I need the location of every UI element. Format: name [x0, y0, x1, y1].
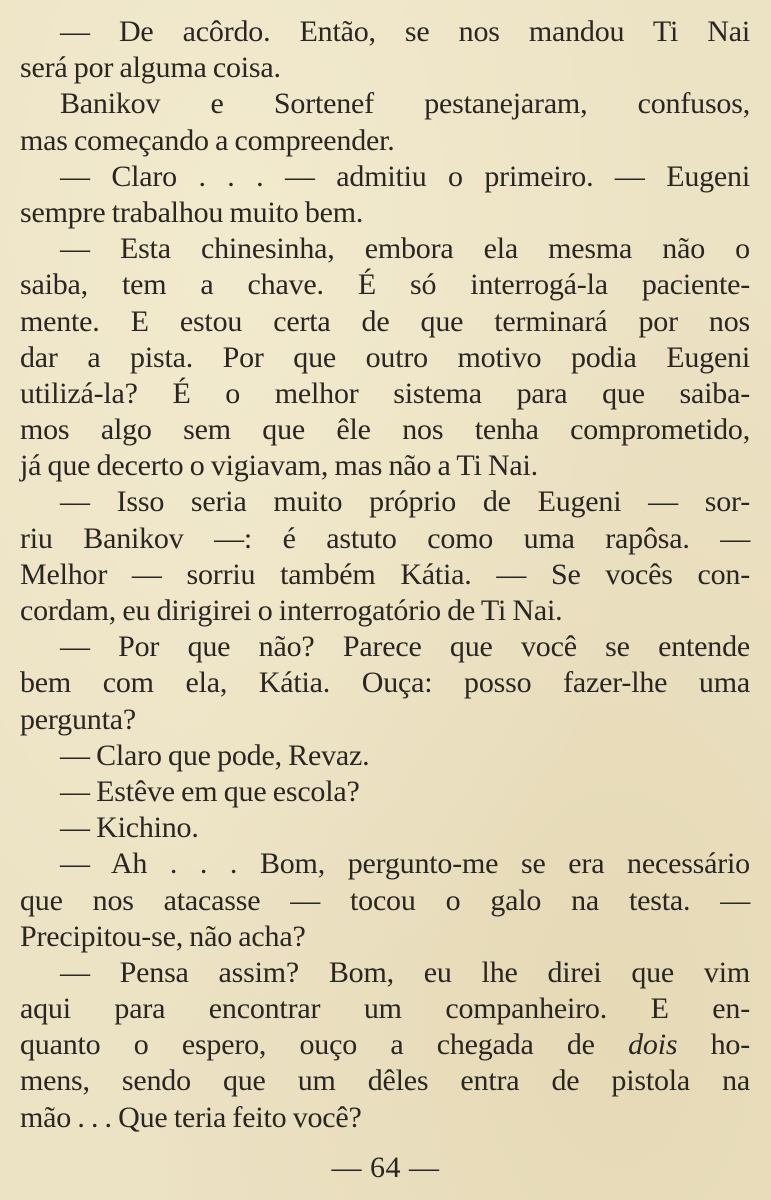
text-line: Banikov e Sortenef pestanejaram, confusos,: [60, 87, 750, 121]
italic-word: dois: [628, 1028, 678, 1062]
page-text: [20, 14, 750, 1136]
text-segment: ho-: [710, 1028, 750, 1062]
text-line: já que decerto o vigiavam, mas não a Ti Nai.: [20, 449, 538, 483]
text-line: Precipitou-se, não acha?: [20, 919, 306, 953]
text-line: sempre trabalhou muito bem.: [20, 195, 364, 229]
page-number: — 64 —: [331, 1151, 440, 1184]
text-line: Melhor — sorriu também Kátia. — Se vocês con-: [20, 557, 750, 591]
text-line: — Ah . . . Bom, pergunto-me se era necessário: [60, 847, 750, 881]
text-line: — Esta chinesinha, embora ela mesma não o: [60, 232, 750, 266]
text-line: mão . . . Que teria feito você?: [20, 1100, 362, 1134]
text-line: bem com ela, Kátia. Ouça: posso fazer-lhe uma: [20, 666, 750, 700]
text-line: riu Banikov —: é astuto como uma rapôsa. —: [20, 521, 750, 555]
text-line: cordam, eu dirigirei o interrogatório de Ti Nai.: [20, 594, 563, 627]
text-line: aqui para encontrar um companheiro. E en-: [20, 992, 750, 1026]
text-line: — Claro que pode, Revaz.: [60, 738, 370, 772]
text-line: — Kichino.: [60, 811, 199, 845]
text-line: mos algo sem que êle nos tenha comprometido,: [20, 413, 750, 447]
text-line: [20, 1027, 750, 1063]
text-line: — Estêve em que escola?: [60, 774, 360, 808]
text-line: dar a pista. Por que outro motivo podia Eugeni: [20, 340, 750, 374]
text-line: mente. E estou certa de que terminará por nos: [20, 304, 750, 338]
text-line: utilizá-la? É o melhor sistema para que saiba-: [20, 376, 750, 410]
text-line: pergunta?: [20, 702, 136, 736]
text-line: mas começando a compreender.: [20, 123, 395, 157]
text-line: — Claro . . . — admitiu o primeiro. — Eugeni: [60, 159, 750, 193]
text-line: mens, sendo que um dêles entra de pistola na: [20, 1064, 750, 1098]
text-segment: quanto o espero, ouço a chegada de: [20, 1028, 595, 1062]
text-line: — Pensa assim? Bom, eu lhe direi que vim: [60, 955, 750, 989]
text-line: — De acôrdo. Então, se nos mandou Ti Nai: [60, 15, 750, 48]
text-line: será por alguma coisa.: [20, 51, 281, 85]
text-line: — Por que não? Parece que você se entende: [60, 630, 750, 664]
text-line: que nos atacasse — tocou o galo na testa. —: [20, 883, 750, 917]
text-line: — Isso seria muito próprio de Eugeni — sor-: [60, 485, 750, 519]
text-line: saiba, tem a chave. É só interrogá-la paciente-: [20, 268, 750, 302]
